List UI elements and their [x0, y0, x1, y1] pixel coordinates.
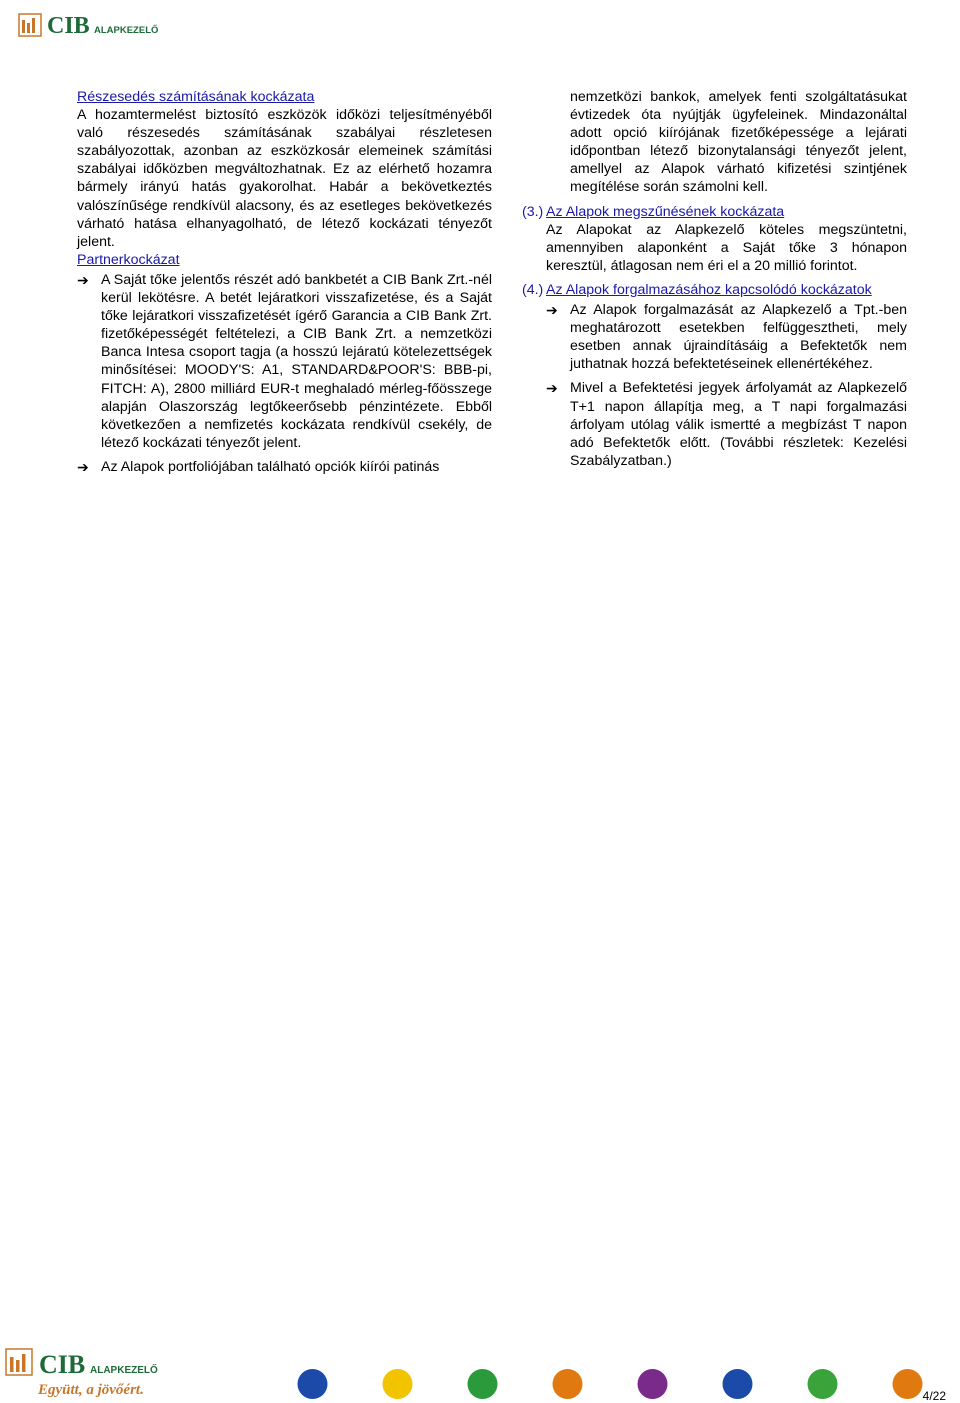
bullet-options-text: Az Alapok portfoliójában található opciók kiírói patinás [101, 458, 440, 475]
bullet-deposit [77, 271, 492, 452]
footer-logo-subtext: ALAPKEZELŐ [90, 1365, 158, 1376]
decor-circle [638, 1369, 668, 1399]
bullet-suspension [546, 301, 907, 373]
arrow-icon: ➔ [546, 380, 558, 397]
arrow-icon: ➔ [77, 458, 89, 475]
item-3-number: (3.) [522, 203, 544, 220]
decor-circle [383, 1369, 413, 1399]
decor-circle [468, 1369, 498, 1399]
left-column [77, 88, 492, 476]
item-3-title: Az Alapok megszűnésének kockázata [546, 203, 785, 220]
decor-circle [553, 1369, 583, 1399]
bullet-suspension-text: Az Alapok forgalmazását az Alapkezelő a Tpt.-ben meghatározott esetekben felfüggesztheti, mely esetben annak újraindításáig a Befektetők nem juthatnak hozzá befektetéseinek ellenértékéhez. [570, 302, 907, 373]
decor-circle [723, 1369, 753, 1399]
decor-circle [808, 1369, 838, 1399]
right-column [522, 88, 907, 470]
footer-circles [270, 1367, 950, 1401]
paragraph-share-calc: A hozamtermelést biztosító eszközök időközi teljesítményéből való részesedés számításának szabályai részletesen szabályozottak, azonban az eszközkosár elemeinek számítási szabályai időközben megváltozhatnak. Ez az elérhető hozamra bármely irányú hatás gyakorolhat. Habár a bekövetkeztés valószínűsége rendkívül alacsony, és az esetleges bekövetkezés várható hatása elhanyagolható, de létező kockázati tényezőt jelent. [77, 107, 492, 250]
arrow-icon: ➔ [77, 271, 89, 288]
footer-logo [4, 1345, 169, 1400]
bullet-price [546, 379, 907, 469]
logo-text: CIB [47, 13, 90, 39]
item-3-text: Az Alapokat az Alapkezelő köteles megszüntetni, amennyiben alaponként a Saját tőke 3 hónapon keresztül, átlagosan nem éri el a 20 millió forintot. [546, 221, 907, 274]
footer-slogan: Együtt, a jövőért. [38, 1382, 144, 1398]
bullet-deposit-text: A Saját tőke jelentős részét adó bankbetét a CIB Bank Zrt.-nél kerül lekötésre. A betét lejáratkori visszafizetése, és a Saját tőke lejáratkori visszafizetését ígérő Garancia a CIB Bank Zrt. fizetőképességét feltételezi, a CIB Bank Zrt. a nemzetközi Banca Intesa csoport tagja (a hosszú lejáratú kötelezettségek minősítései: MOODY'S: A1, STANDARD&POOR'S: BBB-pi, FITCH: A), 2800 milliárd EUR-t meghaladó mérleg-főösszege alapján Olaszország legtőkeerősebb pénzintézete. Ebből következően a nemfizetés kockázata rendkívül csekély, de létező kockázati tényezőt jelent. [101, 271, 492, 451]
logo-mark-icon [19, 14, 41, 36]
cib-logo [18, 10, 168, 40]
bullet-options [77, 458, 492, 476]
item-4-title: Az Alapok forgalmazásához kapcsolódó kockázatok [546, 281, 872, 298]
logo-subtext: ALAPKEZELŐ [94, 25, 159, 36]
decor-circle [298, 1369, 328, 1399]
footer-logo-text: CIB [39, 1350, 86, 1379]
bullet-price-text: Mivel a Befektetési jegyek árfolyamát az Alapkezelő T+1 napon állapítja meg, a T napi forgalmazási árfolyam utólag válik ismertté a megbízást T napon adó Befektetők előtt. (További részletek: Kezelési Szabályzatban.) [570, 380, 907, 469]
section-title-partner: Partnerkockázat [77, 251, 180, 268]
arrow-icon: ➔ [546, 302, 558, 319]
logo-mark-icon [6, 1349, 32, 1375]
page-number: 4/22 [922, 1389, 946, 1403]
section-title-share-calc: Részesedés számításának kockázata [77, 89, 315, 105]
item-4-number: (4.) [522, 281, 544, 298]
item-4-heading [522, 281, 907, 299]
decor-circle [893, 1369, 923, 1399]
continued-paragraph: nemzetközi bankok, amelyek fenti szolgáltatásukat évtizedek óta nyújtják ügyfeleinek. Mindazonáltal adott opció kiírójának fizetőképessége a lejárati időpontban létező bizonytalansági tényezőt jelent, amellyel az Alapok várható kifizetési szintjének megítélése során számolni kell. [570, 89, 907, 196]
item-3-heading [522, 203, 907, 221]
